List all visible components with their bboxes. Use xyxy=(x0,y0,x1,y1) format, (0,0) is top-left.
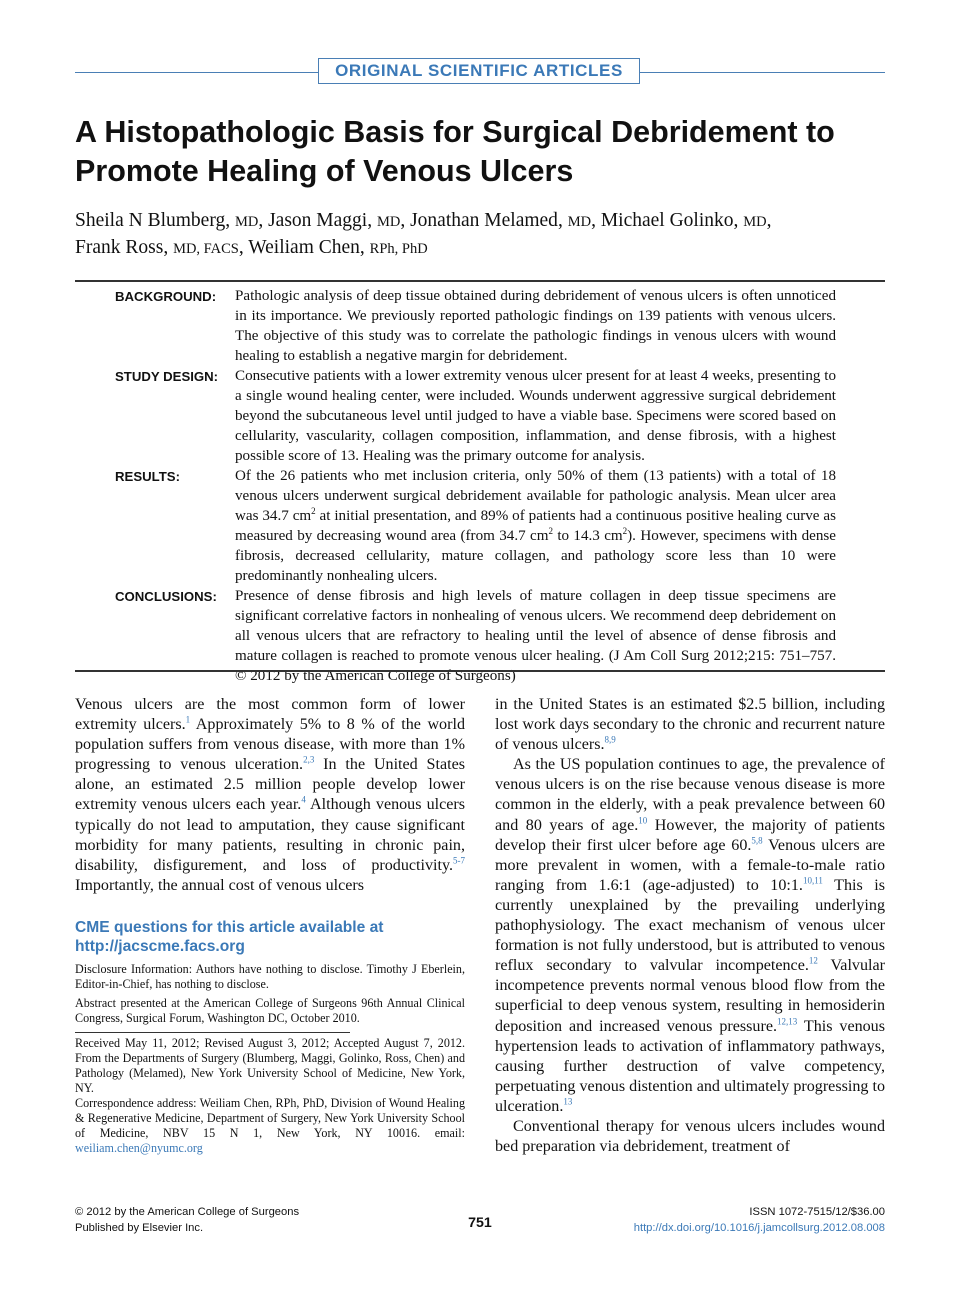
author-name: Jason Maggi xyxy=(268,210,368,231)
abstract-label: CONCLUSIONS: xyxy=(115,589,217,604)
header-rule-right xyxy=(640,72,885,73)
abstract-background xyxy=(115,286,836,366)
body-column-left xyxy=(75,695,465,896)
abstract-text: Pathologic analysis of deep tissue obtained during debridement of venous ulcers is often unnoticed in its importance. We previously reported pathologic findings on 139 patients with venous ulcers. The objective of this study was to correlate the pathologic findings in venous ulcers with wound healing to establish a negative margin for debridement. xyxy=(235,288,836,364)
author-degree: MD xyxy=(743,214,767,230)
citation-link[interactable]: 12,13 xyxy=(776,1016,798,1027)
author-name: Michael Golinko xyxy=(600,210,734,231)
body-text: However, the majority of patients develop their first ulcer before age 60. xyxy=(495,816,885,854)
email-link[interactable]: weiliam.chen@nyumc.org xyxy=(75,1141,203,1155)
citation-link[interactable]: 12 xyxy=(808,955,818,966)
body-text: Valvular incompetence prevents normal venous blood flow from the superficial to deep venous system, resulting in hemosiderin deposition and increased venous pressure. xyxy=(495,957,885,1035)
author-degree: MD xyxy=(234,214,259,230)
body-text: Conventional therapy for venous ulcers includes wound bed preparation via debridement, treatment of xyxy=(495,1117,885,1156)
results-text: at initial presentation, and 89% of patients had a continuous positive healing curve as measured by decreasing wound area (from 34.7 cm xyxy=(235,508,836,544)
abstract-text xyxy=(235,466,836,586)
abstract-results xyxy=(115,466,836,586)
body-paragraph xyxy=(495,1117,885,1157)
cme-text: CME questions for this article available at xyxy=(75,919,384,936)
article-title: A Histopathologic Basis for Surgical Debridement to Promote Healing of Venous Ulcers xyxy=(75,115,835,188)
citation-link[interactable]: 10 xyxy=(638,815,648,826)
author-name: Weiliam Chen xyxy=(248,237,360,258)
body-text: in the United States is an estimated $2.5 billion, including lost work days secondary to the chronic and recurrent nature of venous ulcers. xyxy=(495,696,885,754)
author-name: Frank Ross xyxy=(75,237,164,258)
body-text: Venous ulcers are the most common form of lower extremity ulcers. xyxy=(75,696,465,734)
citation-link[interactable]: 5-7 xyxy=(453,855,465,866)
body-paragraph xyxy=(75,695,465,896)
body-text: Importantly, the annual cost of venous ulcers xyxy=(75,876,365,894)
author-name: Sheila N Blumberg xyxy=(75,210,226,231)
citation-link[interactable]: 1 xyxy=(185,714,191,725)
disclosure-info: Disclosure Information: Authors have nothing to disclose. Timothy J Eberlein, Editor-in-Chief, has nothing to disclose. xyxy=(75,962,465,991)
author-degree: RPh, PhD xyxy=(369,241,428,257)
citation-link[interactable]: 8,9 xyxy=(604,734,616,745)
body-paragraph xyxy=(495,755,885,1117)
citation-link[interactable]: 5,8 xyxy=(751,835,763,846)
abstract-label: RESULTS: xyxy=(115,469,180,484)
citation-link[interactable]: 2,3 xyxy=(303,754,315,765)
body-text: Although venous ulcers typically do not lead to amputation, they cause significant morbidity for many patients, resulting in chronic pain, disability, disfigurement, and loss of productivity. xyxy=(75,796,465,874)
body-text: In the United States alone, an estimated 2.5 million people develop lower extremity venous ulcers each year. xyxy=(75,756,465,814)
author-degree: MD xyxy=(567,214,592,230)
body-text: This is currently unexplained by the prevailing underlying pathophysiology. The exact mechanism of venous ulcer formation is not fully understood, but is attributed to venous reflux secondary to valvular incompetence. xyxy=(495,876,885,975)
correspondence-address xyxy=(75,1096,465,1156)
doi-link[interactable]: http://dx.doi.org/10.1016/j.jamcollsurg.2012.08.008 xyxy=(633,1221,885,1234)
body-column-right xyxy=(495,695,885,1157)
results-text: Of the 26 patients who met inclusion criteria, only 50% of them (13 patients) with a total of 18 venous ulcers underwent surgical debridement available for pathologic analysis. Mean ulcer area was 34.7 cm xyxy=(235,468,836,524)
author-degree: MD, FACS xyxy=(173,241,239,257)
header-rule-left xyxy=(75,72,318,73)
abstract-label: BACKGROUND: xyxy=(115,289,217,304)
footer-right xyxy=(634,1205,885,1236)
author-name: Jonathan Melamed xyxy=(410,210,558,231)
footnote-divider xyxy=(75,1032,350,1033)
body-text: As the US population continues to age, the prevalence of venous ulcers is on the rise because venous disease is more common in the elderly, with a peak prevalence between 60 and 80 years of age. xyxy=(495,756,885,834)
author-list: Sheila N Blumberg, MD, Jason Maggi, MD, Jonathan Melamed, MD, Michael Golinko, MD, Frank Ross, MD, FACS, Weiliam Chen, RPh, PhD xyxy=(75,210,772,258)
abstract-study-design xyxy=(115,366,836,466)
abstract-text: Presence of dense fibrosis and high levels of mature collagen in deep tissue specimens are significant correlative factors in nonhealing of venous ulcers. We recommend deep debridement on all venous ulcers that are refractory to healing until the level of absence of dense fibrosis and mature collagen is reached to promote venous ulcer healing. (J Am Coll Surg 2012;215: 751–757. © 2012 by the American College of Surgeons) xyxy=(235,588,836,684)
section-header xyxy=(75,58,885,86)
author-degree: MD xyxy=(376,214,401,230)
body-text: Approximately 5% to 8 % of the world population suffers from venous disease, with more than 1% progressing to venous ulceration. xyxy=(75,716,465,774)
correspondence-text: Correspondence address: Weiliam Chen, RPh, PhD, Division of Wound Healing & Regenerative Medicine, Department of Surgery, New York University School of Medicine, NBV 15 N 1, New York, NY 10016. email: xyxy=(75,1096,465,1140)
copyright-text: © 2012 by the American College of Surgeons xyxy=(75,1206,300,1218)
article-dates: Received May 11, 2012; Revised August 3, 2012; Accepted August 7, 2012. From the Departments of Surgery (Blumberg, Maggi, Golinko, Ross, Chen) and Pathology (Melamed), New York University School of Medicine, New York, NY. xyxy=(75,1036,465,1095)
structured-abstract xyxy=(115,286,836,686)
page-number: 751 xyxy=(468,1215,492,1231)
abstract-bottom-rule xyxy=(75,670,885,672)
abstract-text: Consecutive patients with a lower extremity venous ulcer present for at least 4 weeks, presenting to a single wound healing center, were included. Wounds underwent aggressive surgical debridement beyond the subcutaneous level until judged to have a viable base. Specimens were scored based on cellularity, vascularity, collagen composition, inflammation, and dense fibrosis, with a highest possible score of 13. Healing was the primary outcome for analysis. xyxy=(235,368,836,464)
citation-link[interactable]: 4 xyxy=(301,795,306,806)
superscript: 2 xyxy=(548,525,553,536)
body-text: Venous ulcers are more prevalent in women, with a female-to-male ratio ranging from 1.6:1 (age-adjusted) to 10:1. xyxy=(495,836,885,894)
abstract-top-rule xyxy=(75,280,885,282)
section-label: ORIGINAL SCIENTIFIC ARTICLES xyxy=(318,58,640,84)
abstract-label: STUDY DESIGN: xyxy=(115,369,219,384)
abstract-presentation-note: Abstract presented at the American College of Surgeons 96th Annual Clinical Congress, Surgical Forum, Washington DC, October 2010. xyxy=(75,996,465,1025)
issn-text: ISSN 1072-7515/12/$36.00 xyxy=(749,1206,885,1218)
body-text: This venous hypertension leads to activation of inflammatory pathways, causing further destruction of valve competency, perpetuating venous distention and ultimately progressing to ulceration. xyxy=(495,1017,885,1115)
publisher-text: Published by Elsevier Inc. xyxy=(75,1221,204,1234)
results-text: ). However, specimens with dense fibrosis, decreased cellularity, mature collagen, and pathology score less than 10 were predominantly nonhealing ulcers. xyxy=(235,528,836,584)
superscript: 2 xyxy=(622,525,628,536)
body-paragraph xyxy=(495,695,885,755)
cme-notice xyxy=(75,918,465,956)
superscript: 2 xyxy=(311,505,316,516)
cme-link[interactable]: http://jacscme.facs.org xyxy=(75,938,245,955)
results-text: to 14.3 cm xyxy=(552,528,623,544)
citation-link[interactable]: 13 xyxy=(563,1096,573,1107)
citation-link[interactable]: 10,11 xyxy=(802,875,823,886)
